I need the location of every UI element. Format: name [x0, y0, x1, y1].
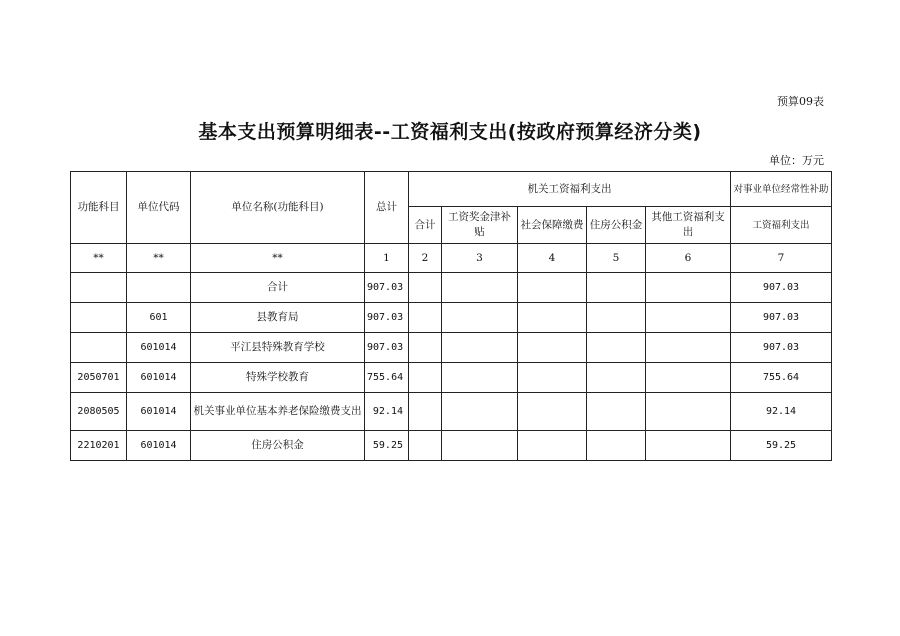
index-cell: 4 — [518, 244, 587, 273]
table-row — [71, 333, 832, 363]
wage-welfare-cell: 907.03 — [731, 273, 832, 303]
budget-table — [70, 171, 832, 461]
subtotal-cell — [409, 393, 442, 431]
header-social-security: 社会保障缴费 — [518, 207, 587, 244]
header-unit-code: 单位代码 — [127, 172, 191, 244]
header-wage-welfare: 工资福利支出 — [731, 207, 832, 244]
index-cell: 2 — [409, 244, 442, 273]
table-row — [71, 273, 832, 303]
other-welfare-cell — [646, 333, 731, 363]
wage-welfare-cell: 907.03 — [731, 333, 832, 363]
unit-name-cell: 特殊学校教育 — [191, 363, 365, 393]
form-number: 预算09表 — [777, 95, 824, 108]
wage-bonus-cell — [442, 333, 518, 363]
other-welfare-cell — [646, 393, 731, 431]
total-cell: 907.03 — [365, 273, 409, 303]
index-cell: 7 — [731, 244, 832, 273]
page-title: 基本支出预算明细表--工资福利支出(按政府预算经济分类) — [198, 121, 702, 143]
unit-name-cell: 县教育局 — [191, 303, 365, 333]
header-housing-fund: 住房公积金 — [587, 207, 646, 244]
header-org-wage-group: 机关工资福利支出 — [409, 172, 731, 207]
wage-bonus-cell — [442, 431, 518, 461]
housing-fund-cell — [587, 393, 646, 431]
housing-fund-cell — [587, 431, 646, 461]
unit-name-cell: 合计 — [191, 273, 365, 303]
other-welfare-cell — [646, 431, 731, 461]
subtotal-cell — [409, 431, 442, 461]
subtotal-cell — [409, 363, 442, 393]
wage-bonus-cell — [442, 303, 518, 333]
wage-bonus-cell — [442, 273, 518, 303]
header-unit-name: 单位名称(功能科目) — [191, 172, 365, 244]
wage-welfare-cell: 59.25 — [731, 431, 832, 461]
index-cell: 1 — [365, 244, 409, 273]
index-cell: 5 — [587, 244, 646, 273]
total-cell: 92.14 — [365, 393, 409, 431]
wage-bonus-cell — [442, 393, 518, 431]
other-welfare-cell — [646, 363, 731, 393]
unit-name-cell: 机关事业单位基本养老保险缴费支出 — [191, 393, 365, 431]
func-code-cell: 2080505 — [71, 393, 127, 431]
wage-bonus-cell — [442, 363, 518, 393]
header-subtotal: 合计 — [409, 207, 442, 244]
func-code-cell: 2050701 — [71, 363, 127, 393]
unit-name-cell: 住房公积金 — [191, 431, 365, 461]
func-code-cell — [71, 303, 127, 333]
unit-code-cell: 601014 — [127, 363, 191, 393]
table-row — [71, 393, 832, 431]
header-total: 总计 — [365, 172, 409, 244]
social-security-cell — [518, 431, 587, 461]
func-code-cell — [71, 333, 127, 363]
index-row — [71, 244, 832, 273]
header-subsidy-group: 对事业单位经常性补助 — [731, 172, 832, 207]
social-security-cell — [518, 363, 587, 393]
header-func-subject: 功能科目 — [71, 172, 127, 244]
social-security-cell — [518, 333, 587, 363]
index-cell: ** — [71, 244, 127, 273]
housing-fund-cell — [587, 363, 646, 393]
housing-fund-cell — [587, 333, 646, 363]
social-security-cell — [518, 393, 587, 431]
table-row — [71, 431, 832, 461]
wage-welfare-cell: 755.64 — [731, 363, 832, 393]
subtotal-cell — [409, 333, 442, 363]
social-security-cell — [518, 273, 587, 303]
subtotal-cell — [409, 273, 442, 303]
unit-code-cell: 601 — [127, 303, 191, 333]
func-code-cell: 2210201 — [71, 431, 127, 461]
unit-label: 单位：万元 — [769, 154, 824, 167]
unit-code-cell — [127, 273, 191, 303]
wage-welfare-cell: 907.03 — [731, 303, 832, 333]
other-welfare-cell — [646, 303, 731, 333]
header-other-welfare: 其他工资福利支出 — [646, 207, 731, 244]
header-wage-bonus: 工资奖金津补贴 — [442, 207, 518, 244]
unit-code-cell: 601014 — [127, 393, 191, 431]
index-cell: 3 — [442, 244, 518, 273]
index-cell: 6 — [646, 244, 731, 273]
total-cell: 59.25 — [365, 431, 409, 461]
unit-name-cell: 平江县特殊教育学校 — [191, 333, 365, 363]
subtotal-cell — [409, 303, 442, 333]
unit-code-cell: 601014 — [127, 333, 191, 363]
total-cell: 907.03 — [365, 303, 409, 333]
index-cell: ** — [127, 244, 191, 273]
table-row — [71, 303, 832, 333]
total-cell: 755.64 — [365, 363, 409, 393]
total-cell: 907.03 — [365, 333, 409, 363]
index-cell: ** — [191, 244, 365, 273]
unit-code-cell: 601014 — [127, 431, 191, 461]
housing-fund-cell — [587, 273, 646, 303]
housing-fund-cell — [587, 303, 646, 333]
func-code-cell — [71, 273, 127, 303]
wage-welfare-cell: 92.14 — [731, 393, 832, 431]
table-row — [71, 363, 832, 393]
social-security-cell — [518, 303, 587, 333]
other-welfare-cell — [646, 273, 731, 303]
